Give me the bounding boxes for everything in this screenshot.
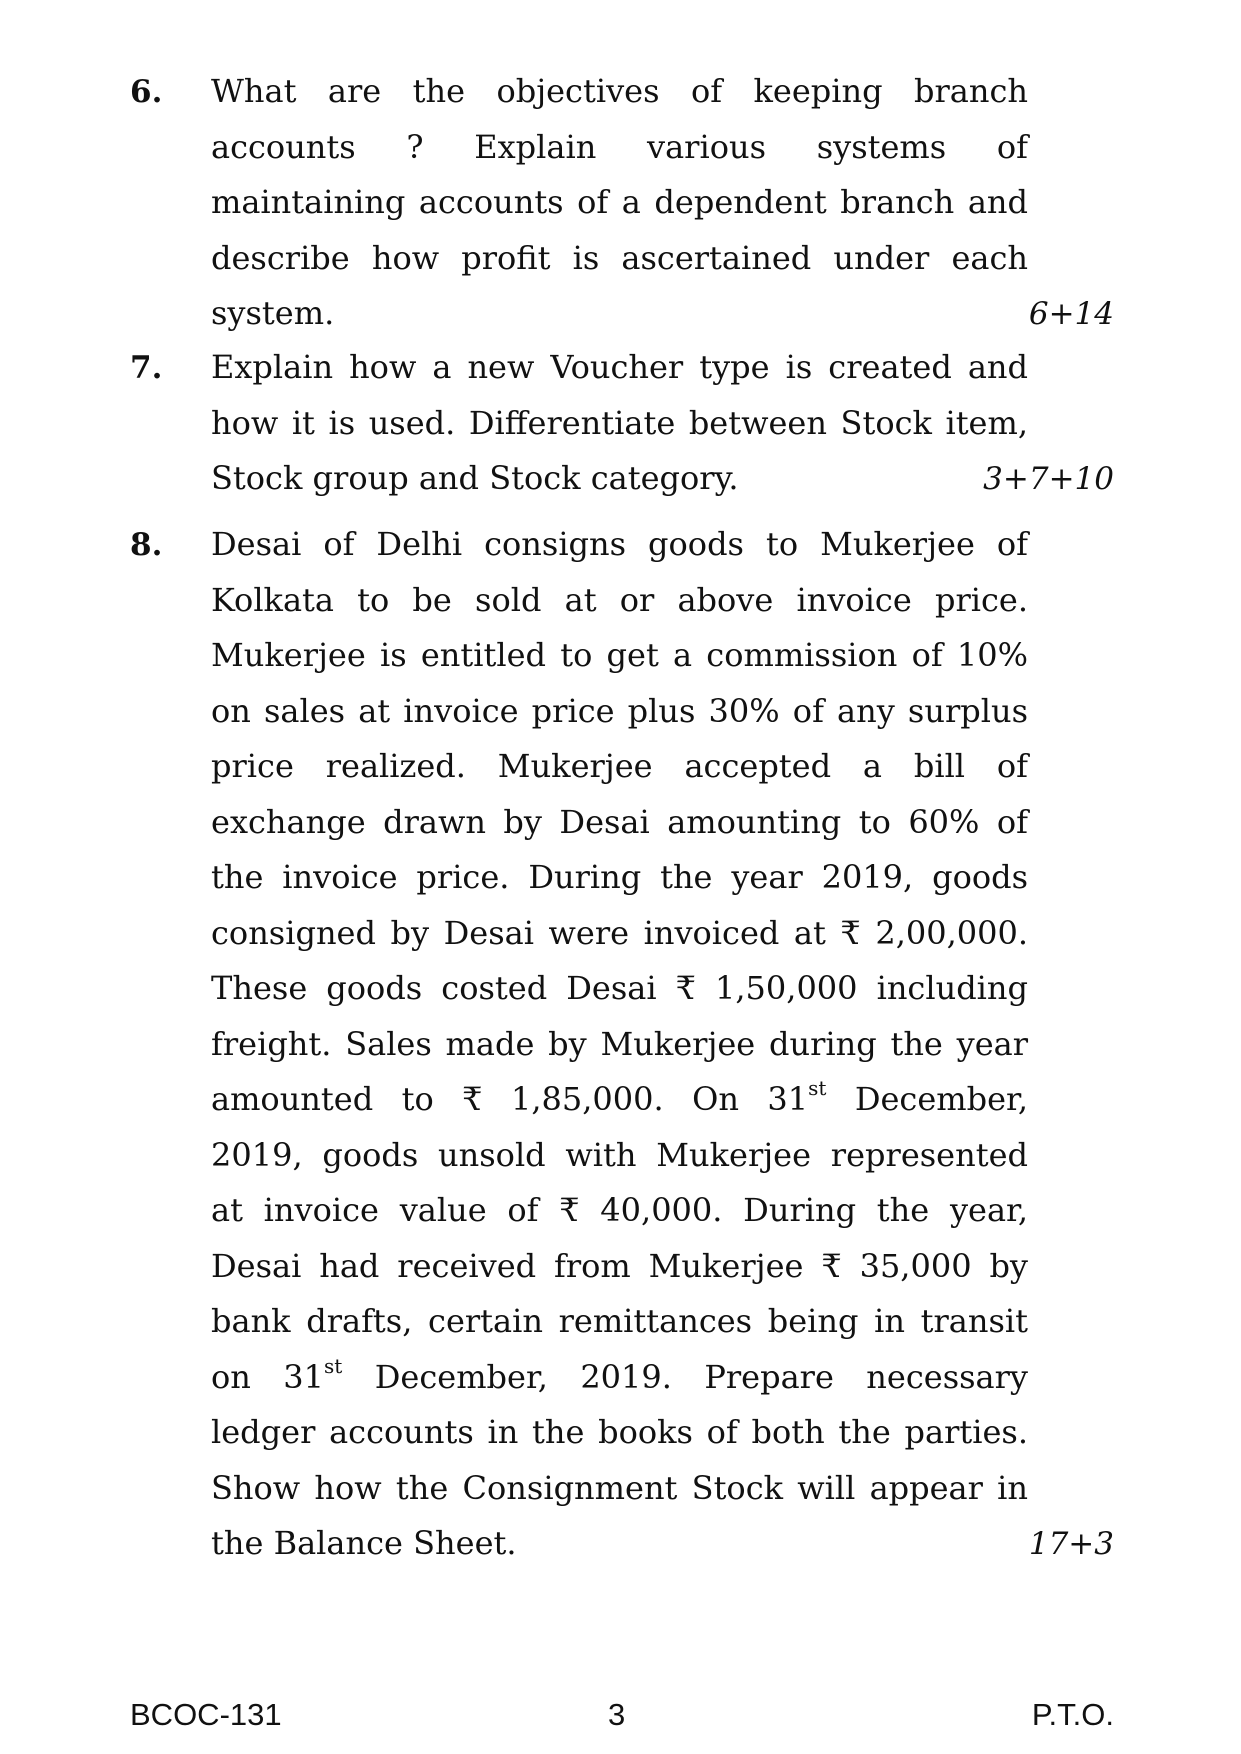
question-line: the invoice price. During the year 2019, goods: [211, 858, 1028, 896]
question-text: [211, 517, 1028, 1572]
question-line: Mukerjee is entitled to get a commission of 10%: [211, 636, 1028, 674]
question-line: maintaining accounts of a dependent branch and: [211, 183, 1028, 221]
question-line: describe how profit is ascertained under each: [211, 238, 1028, 277]
question-line: consigned by Desai were invoiced at ₹ 2,00,000.: [211, 913, 1028, 952]
question-number: 7.: [130, 350, 163, 386]
question-line: ledger accounts in the books of both the parties.: [211, 1413, 1028, 1451]
page-number: 3: [608, 1697, 626, 1732]
question-line: Show how the Consignment Stock will appear in: [211, 1468, 1028, 1507]
superscript: st: [808, 1076, 827, 1101]
question-line: [211, 1072, 1028, 1128]
question-line: freight. Sales made by Mukerjee during the year: [211, 1024, 1028, 1063]
question-line: the Balance Sheet.: [211, 1524, 517, 1562]
question-line: These goods costed Desai ₹ 1,50,000 including: [211, 969, 1028, 1007]
question-text: [211, 340, 1028, 507]
question-line: What are the objectives of keeping branch: [211, 72, 1028, 110]
course-code: BCOC-131: [130, 1697, 282, 1732]
line-text: December, 2019. Prepare necessary: [342, 1357, 1029, 1396]
question-line: Desai of Delhi consigns goods to Mukerjee of: [211, 525, 1028, 563]
line-text: amounted to ₹ 1,85,000. On 31: [211, 1080, 809, 1118]
question-line: Desai had received from Mukerjee ₹ 35,000 by: [211, 1246, 1028, 1285]
question-line: Explain how a new Voucher type is created and: [211, 348, 1028, 386]
question-line: price realized. Mukerjee accepted a bill of: [211, 747, 1028, 785]
question-line: Kolkata to be sold at or above invoice price.: [211, 580, 1028, 619]
question-line: Stock group and Stock category.: [211, 459, 739, 497]
question-line: exchange drawn by Desai amounting to 60% of: [211, 802, 1028, 841]
question-line: on sales at invoice price plus 30% of any surplus: [211, 691, 1028, 730]
marks-allocation: 6+14: [1028, 296, 1114, 332]
question-line: 2019, goods unsold with Mukerjee represented: [211, 1135, 1028, 1174]
question-text: [211, 64, 1028, 342]
question-number: 6.: [130, 74, 163, 110]
question-line: bank drafts, certain remittances being in transit: [211, 1302, 1028, 1340]
line-text: on 31: [211, 1357, 325, 1396]
question-line: at invoice value of ₹ 40,000. During the year,: [211, 1191, 1028, 1229]
line-text: December,: [826, 1080, 1029, 1118]
question-line: [211, 1350, 1028, 1406]
question-line: accounts ? Explain various systems of: [211, 127, 1028, 166]
marks-allocation: 17+3: [1028, 1526, 1114, 1562]
superscript: st: [324, 1353, 343, 1378]
marks-allocation: 3+7+10: [983, 461, 1114, 497]
please-turn-over: P.T.O.: [1031, 1697, 1114, 1732]
question-line: how it is used. Differentiate between Stock item,: [211, 403, 1028, 442]
question-line: system.: [211, 294, 335, 332]
question-number: 8.: [130, 527, 163, 563]
